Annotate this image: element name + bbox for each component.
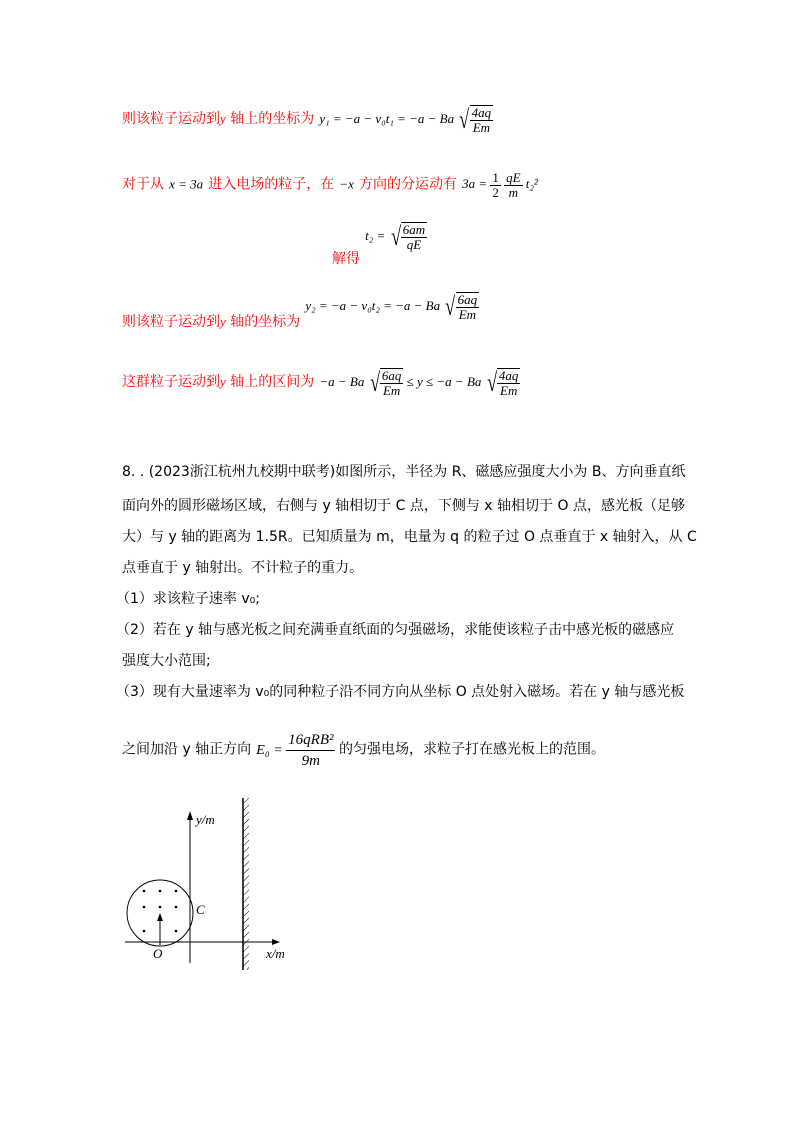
frac-num: 6am [402, 222, 426, 237]
point-c-label: C [196, 902, 205, 917]
frac-num: 1 [492, 170, 499, 185]
solution-text: 则该粒子运动到 [122, 110, 220, 127]
frac-num: 6aq [457, 292, 478, 307]
solution-text: 则该粒子运动到 [122, 313, 220, 330]
frac-den: 2 [492, 185, 499, 200]
magnetic-field-figure [110, 795, 310, 975]
y-axis-label: y/m [196, 812, 215, 827]
frac-den: Em [500, 383, 518, 398]
frac-den: m [508, 185, 519, 200]
time-term: t₂² [525, 176, 538, 192]
solution-text: 解得 [332, 251, 360, 267]
frac-num: 16qRB² [286, 730, 335, 751]
equation [365, 222, 427, 252]
sqrt-expression: √ $\frac{4aq}{Em}$ [459, 105, 492, 135]
equation-lhs: −a − Ba [319, 373, 365, 389]
field-lhs: E₀ = [256, 742, 283, 758]
equation-lhs: 3a = [462, 176, 488, 192]
equation [305, 292, 479, 322]
solution-text: 进入电场的粒子，在 [208, 176, 335, 193]
math-var: y [220, 110, 226, 126]
problem-line-2: 面向外的圆形磁场区域，右侧与 y 轴相切于 C 点，下侧与 x 轴相切于 O 点，感光板（足够 [122, 498, 685, 514]
problem-part-2a: （2）若在 y 轴与感光板之间充满垂直纸面的匀强磁场，求能使该粒子击中感光板的磁感应 [116, 622, 675, 638]
math-var: y [220, 313, 226, 329]
sqrt-expression: √ $\frac{6aq}{Em}$ [445, 292, 478, 322]
point-o-label: O [153, 946, 163, 961]
solution-text: 轴上的坐标为 [225, 110, 315, 127]
equation-lhs: y₂ = −a − v₀t₂ = −a − Ba [305, 297, 441, 313]
solution-line-3 [332, 222, 427, 267]
equation-lhs: t₂ = [365, 227, 386, 243]
solution-text: 对于从 [122, 176, 164, 193]
sqrt-expression: √ $\frac{6aq}{Em}$ [369, 368, 402, 398]
solution-text: 方向的分运动有 [358, 176, 457, 193]
sqrt-expression: √ $\frac{4aq}{Em}$ [486, 368, 519, 398]
problem-part-2b: 强度大小范围; [122, 653, 211, 669]
frac-den: Em [382, 383, 401, 398]
sqrt-expression: √ $\frac{6am}{qE}$ [390, 222, 426, 252]
solution-line-1 [122, 105, 493, 135]
problem-part-3b [122, 730, 605, 771]
solution-text: 轴上的区间为 [225, 373, 315, 390]
x-axis-label: x/m [266, 946, 285, 961]
frac-num: 4aq [471, 105, 492, 120]
solution-line-5 [122, 368, 520, 398]
frac-den: Em [458, 307, 477, 322]
problem-line-1: 8. . (2023浙江杭州九校期中联考)如图所示，半径为 R、磁感应强度大小为 B、方向垂直纸 [122, 464, 686, 480]
field-equation [256, 732, 339, 769]
problem-line-4: 点垂直于 y 轴射出。不计粒子的重力。 [122, 560, 364, 576]
solution-line-4 [122, 292, 479, 330]
problem-part-3a: （3）现有大量速率为 v₀的同种粒子沿不同方向从坐标 O 点处射入磁场。若在 y 轴与感光板 [116, 684, 685, 700]
velocity-arrow-icon [157, 913, 163, 921]
x-axis-arrow-icon [272, 939, 280, 945]
frac-den: 9m [301, 753, 320, 769]
solution-line-2 [122, 171, 538, 200]
solution-text: 这群粒子运动到 [122, 373, 220, 390]
equation [319, 105, 493, 135]
frac-num: qE [506, 170, 521, 185]
plate-hatching [243, 798, 249, 970]
condition: x = 3a [169, 176, 204, 192]
equation [319, 368, 520, 398]
problem-line-3: 大）与 y 轴的距离为 1.5R。已知质量为 m，电量为 q 的粒子过 O 点垂直于 x 轴射入，从 C [122, 529, 697, 545]
frac-num: 6aq [381, 368, 402, 383]
frac-den: qE [406, 237, 422, 252]
inequality-middle: ≤ y ≤ −a − Ba [406, 373, 482, 389]
frac-num: 4aq [498, 368, 519, 383]
y-axis-arrow-icon [187, 811, 193, 820]
frac-den: Em [472, 120, 491, 135]
equation-lhs: y₁ = −a − v₀t₁ = −a − Ba [319, 110, 455, 126]
math-var: y [220, 373, 226, 389]
part3b-suffix: 的匀强电场，求粒子打在感光板上的范围。 [338, 741, 605, 758]
solution-text: 轴的坐标为 [225, 313, 301, 330]
part3b-prefix: 之间加沿 y 轴正方向 [122, 741, 252, 758]
direction: −x [339, 176, 354, 192]
equation [462, 170, 538, 200]
problem-part-1: （1）求该粒子速率 v₀; [116, 591, 260, 607]
